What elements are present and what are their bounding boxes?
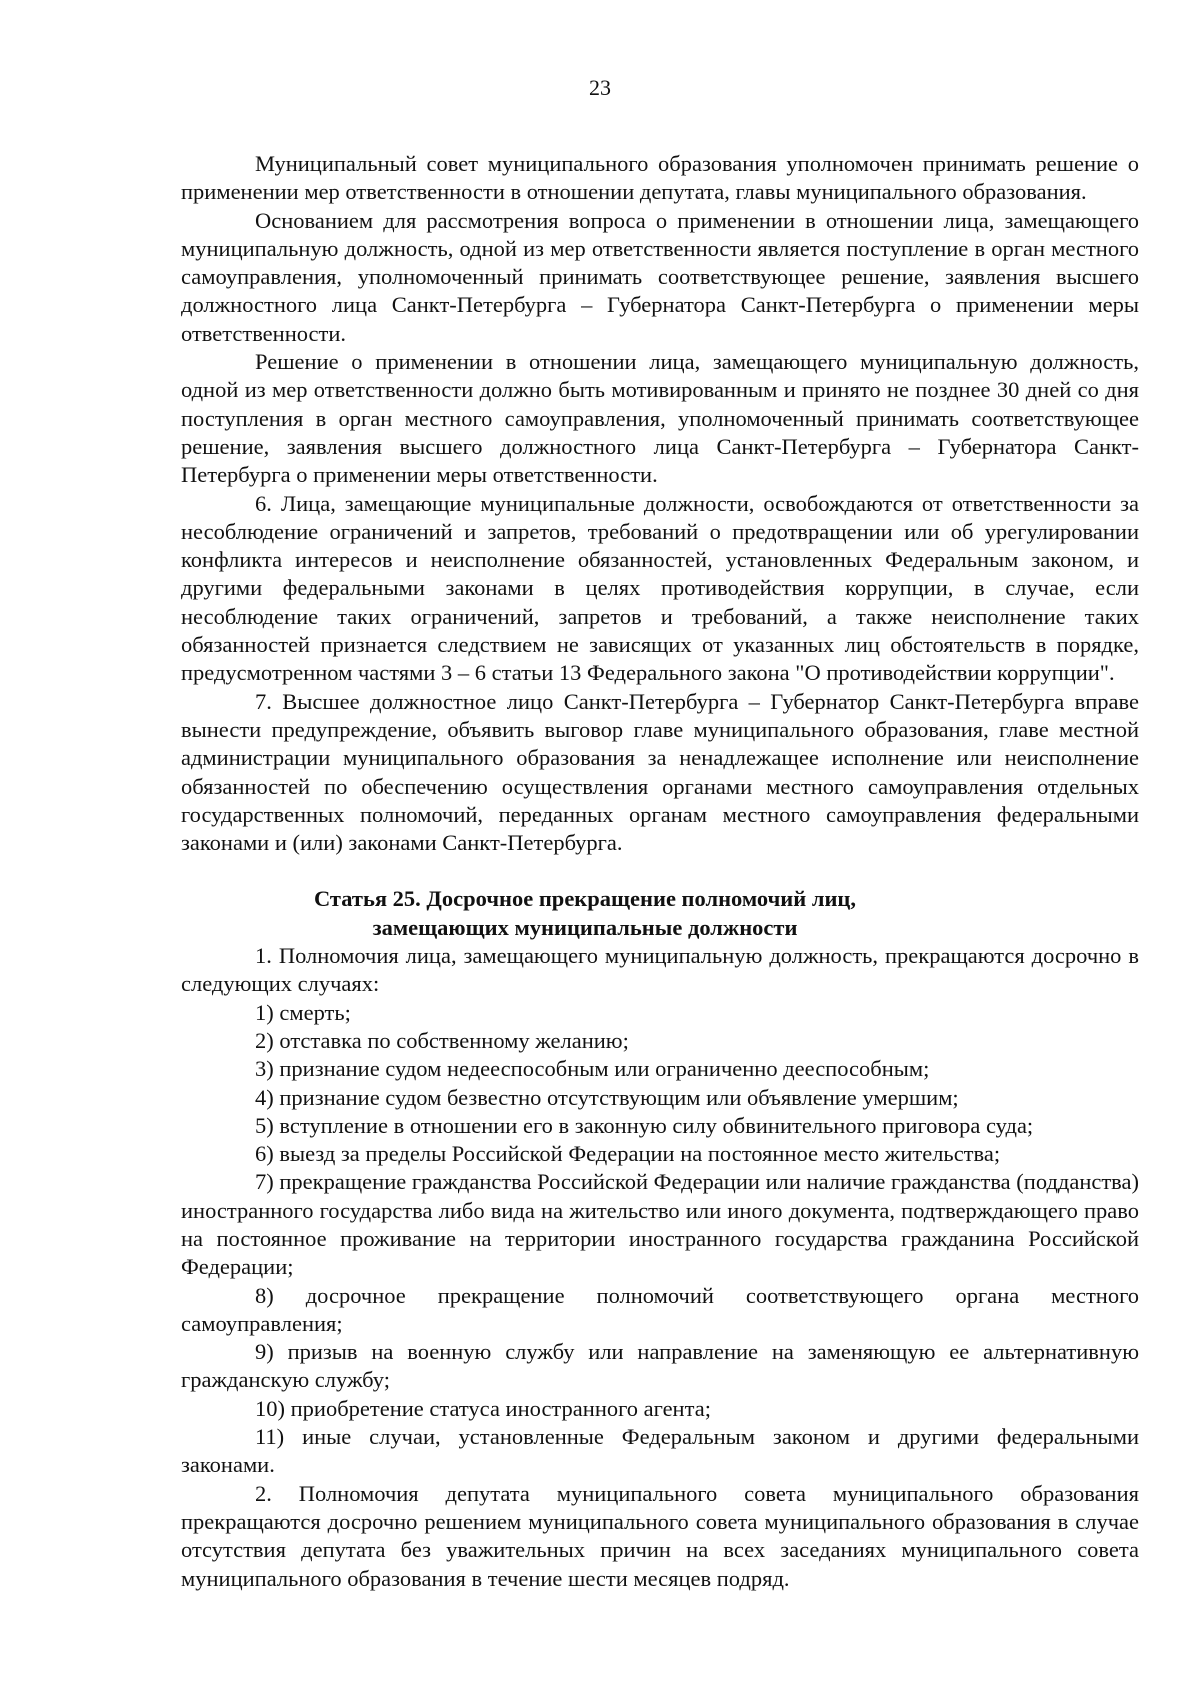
list-item: 11) иные случаи, установленные Федеральным законом и другими федеральными законами. bbox=[181, 1424, 1139, 1478]
list-item: 7) прекращение гражданства Российской Федерации или наличие гражданства (подданства) иностранного государства либо вида на жительство или иного документа, подтверждающего право на постоянное проживание на территории иностранного государства гражданина Российской Федерации; bbox=[181, 1169, 1139, 1280]
paragraph-council-authority: Муниципальный совет муниципального образования уполномочен принимать решение о применении мер ответственности в отношении депутата, главы муниципального образования. bbox=[181, 151, 1139, 205]
paragraph-item-6: 6. Лица, замещающие муниципальные должности, освобождаются от ответственности за несоблюдение ограничений и запретов, требований о предотвращении или об урегулировании конфликта интересов и неисполнение обязанностей, установленных Федеральным законом, и другими федеральными законами в целях противодействия коррупции, в случае, если несоблюдение таких ограничений, запретов и требований, а также неисполнение таких обязанностей признается следствием не зависящих от указанных лиц обстоятельств в порядке, предусмотренном частями 3 – 6 статьи 13 Федерального закона "О противодействии коррупции". bbox=[181, 490, 1139, 686]
list-item: 6) выезд за пределы Российской Федерации на постоянное место жительства; bbox=[255, 1141, 1001, 1167]
list-item: 3) признание судом недееспособным или ограниченно дееспособным; bbox=[255, 1056, 930, 1082]
list-item: 2) отставка по собственному желанию; bbox=[255, 1027, 629, 1053]
document-body bbox=[181, 150, 1139, 1593]
list-item: 5) вступление в отношении его в законную силу обвинительного приговора суда; bbox=[255, 1112, 1034, 1138]
list-item: 8) досрочное прекращение полномочий соответствующего органа местного самоуправления; bbox=[181, 1282, 1139, 1336]
article-heading-line-1: Статья 25. Досрочное прекращение полномочий лиц, bbox=[313, 886, 856, 912]
paragraph-decision-deadline: Решение о применении в отношении лица, замещающего муниципальную должность, одной из мер ответственности должно быть мотивированным и принято не позднее 30 дней со дня поступления в орган местного самоуправления, уполномоченный принимать соответствующее решение, заявления высшего должностного лица Санкт-Петербурга – Губернатора Санкт-Петербурга о применении меры ответственности. bbox=[181, 349, 1139, 488]
list-item: 4) признание судом безвестно отсутствующим или объявление умершим; bbox=[255, 1084, 959, 1110]
list-item: 10) приобретение статуса иностранного агента; bbox=[255, 1395, 711, 1421]
article-25-item-1-intro: 1. Полномочия лица, замещающего муниципальную должность, прекращаются досрочно в следующих случаях: bbox=[181, 943, 1139, 997]
article-25-item-2: 2. Полномочия депутата муниципального совета муниципального образования прекращаются досрочно решением муниципального совета муниципального образования в случае отсутствия депутата без уважительных причин на всех заседаниях муниципального совета муниципального образования в течение шести месяцев подряд. bbox=[181, 1480, 1139, 1591]
article-heading-line-2: замещающих муниципальные должности bbox=[372, 914, 798, 940]
article-25-heading bbox=[181, 885, 1139, 942]
list-item: 1) смерть; bbox=[255, 999, 351, 1025]
termination-cases-list bbox=[181, 999, 1139, 1480]
paragraph-item-7: 7. Высшее должностное лицо Санкт-Петербурга – Губернатор Санкт-Петербурга вправе вынести предупреждение, объявить выговор главе муниципального образования, главе местной администрации муниципального образования за ненадлежащее исполнение или неисполнение обязанностей по обеспечению осуществления органами местного самоуправления отдельных государственных полномочий, переданных органам местного самоуправления федеральными законами и (или) законами Санкт-Петербурга. bbox=[181, 688, 1139, 856]
paragraph-grounds-for-review: Основанием для рассмотрения вопроса о применении в отношении лица, замещающего муниципальную должность, одной из мер ответственности является поступление в орган местного самоуправления, уполномоченный принимать соответствующее решение, заявления высшего должностного лица Санкт-Петербурга – Губернатора Санкт-Петербурга о применении меры ответственности. bbox=[181, 207, 1139, 346]
list-item: 9) призыв на военную службу или направление на заменяющую ее альтернативную гражданскую службу; bbox=[181, 1339, 1139, 1393]
page-number: 23 bbox=[589, 75, 611, 100]
